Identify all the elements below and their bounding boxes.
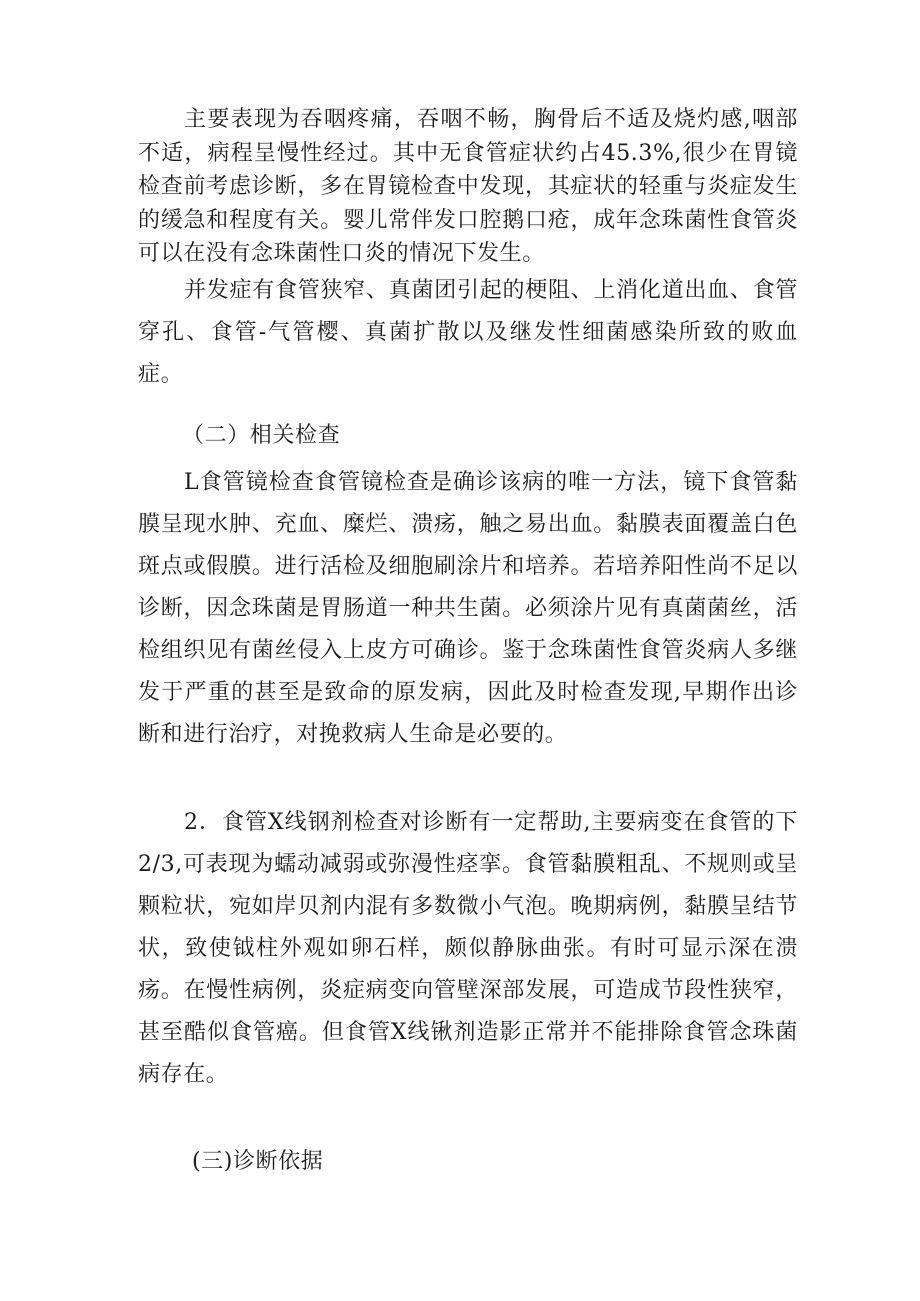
- heading-diagnosis-basis: (三)诊断依据: [192, 1149, 324, 1174]
- paragraph-endoscopy: L食管镜检查食管镜检查是确诊该病的唯一方法，镜下食管黏膜呈现水肿、充血、糜烂、溃疡，触之易出血。黏膜表面覆盖白色斑点或假膜。进行活检及细胞刷涂片和培养。若培养阳性尚不足以诊断，因念珠菌是胃肠道一种共生菌。必须涂片见有真菌菌丝，活检组织见有菌丝侵入上皮方可确诊。鉴于念珠菌性食管炎病人多继发于严重的甚至是致命的原发病，因此及时检查发现,早期作出诊断和进行治疗，对挽救病人生命是必要的。: [138, 470, 798, 747]
- paragraph-complications: 并发症有食管狭窄、真菌团引起的梗阻、上消化道出血、食管穿孔、食管-气管樱、真菌扩散以及继发性细菌感染所致的败血症。: [138, 278, 798, 387]
- paragraph-xray: 2．食管X线钢剂检查对诊断有一定帮助,主要病变在食管的下2/3,可表现为蠕动减弱或弥漫性痉挛。食管黏膜粗乱、不规则或呈颗粒状，宛如岸贝剂内混有多数微小气泡。晚期病例，黏膜呈结节状，致使钺柱外观如卵石样，颇似静脉曲张。有时可显示深在溃疡。在慢性病例，炎症病变向管壁深部发展，可造成节段性狭窄，甚至酷似食管癌。但食管X线锹剂造影正常并不能排除食管念珠菌病存在。: [138, 810, 798, 1087]
- paragraph-symptoms: 主要表现为吞咽疼痛，吞咽不畅，胸骨后不适及烧灼感,咽部不适，病程呈慢性经过。其中无食管症状约占45.3%,很少在胃镜检查前考虑诊断，多在胃镜检查中发现，其症状的轻重与炎症发生的缓急和程度有关。婴儿常伴发口腔鹅口疮，成年念珠菌性食管炎可以在没有念珠菌性口炎的情况下发生。: [138, 107, 798, 266]
- heading-related-exams: （二）相关检查: [182, 423, 341, 448]
